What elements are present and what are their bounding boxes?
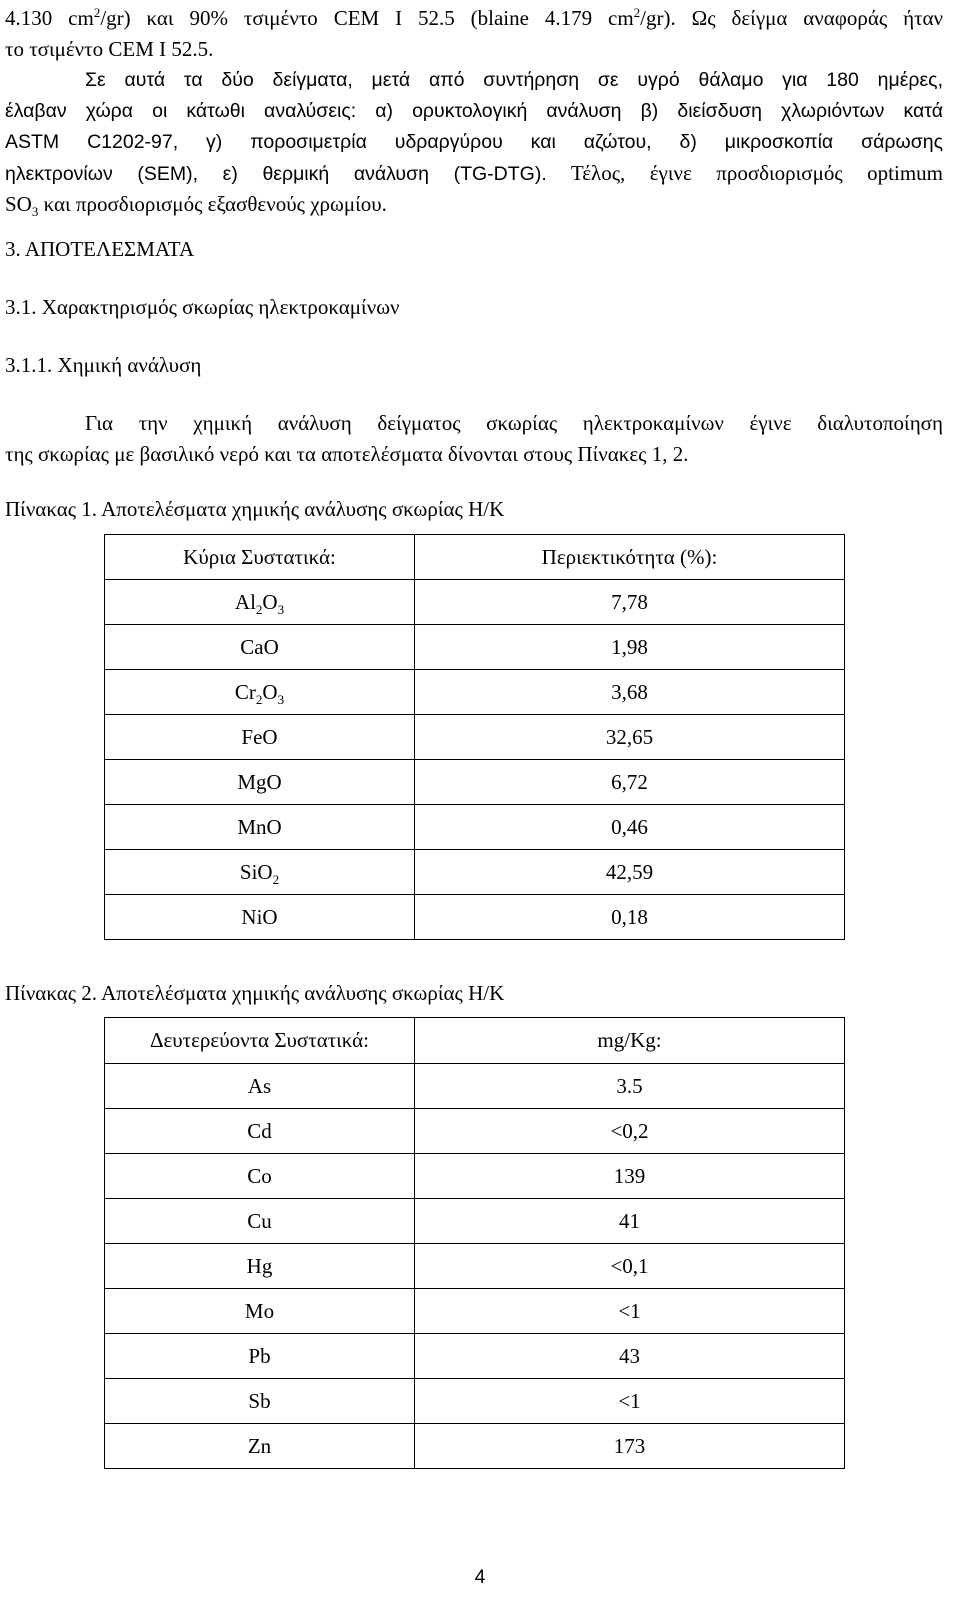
table-row <box>105 1424 845 1469</box>
table-row <box>105 580 845 625</box>
subscript: 2 <box>272 871 280 887</box>
superscript: 2 <box>93 5 101 20</box>
component-cell <box>105 760 415 805</box>
formula-text: SiO <box>239 859 273 884</box>
table1 <box>104 534 845 940</box>
value-cell: 3.5 <box>415 1064 845 1109</box>
table-header-cell: Κύρια Συστατικά: <box>105 535 415 580</box>
formula-text: MnO <box>237 814 282 839</box>
para3-line-2: της σκωρίας με βασιλικό νερό και τα αποτελέσματα δίνονται στους Πίνακες 1, 2. <box>5 442 689 466</box>
para2-line-2: έλαβαν χώρα οι κάτωθι αναλύσεις: α) ορυκτολογική ανάλυση β) διείσδυση χλωριόντων κατά <box>5 100 943 122</box>
subscript: 3 <box>31 204 39 220</box>
component-cell <box>105 670 415 715</box>
formula-text: NiO <box>241 904 278 929</box>
component-cell <box>105 805 415 850</box>
value-cell: <1 <box>415 1379 845 1424</box>
table-row <box>105 850 845 895</box>
value-cell: 1,98 <box>415 625 845 670</box>
table-row <box>105 1109 845 1154</box>
table-row <box>105 1289 845 1334</box>
para2-text: ηλεκτρονίων (SEM), ε) θερμική ανάλυση (TG-DTG). <box>5 163 547 185</box>
para2-line-3: ASTM C1202-97, γ) ποροσιμετρία υδραργύρου και αζώτου, δ) μικροσκοπία σάρωσης <box>5 131 943 153</box>
table2 <box>104 1017 845 1469</box>
table-header-cell: Δευτερεύοντα Συστατικά: <box>105 1018 415 1064</box>
para3-line-1: Για την χημική ανάλυση δείγματος σκωρίας ηλεκτροκαμίνων έγινε διαλυτοποίηση <box>85 411 943 435</box>
intro-line-2: το τσιμέντο CEM I 52.5. <box>5 37 214 61</box>
table-row <box>105 1334 845 1379</box>
table-row <box>105 895 845 940</box>
formula-text: MgO <box>237 769 282 794</box>
table-row <box>105 625 845 670</box>
value-cell: 41 <box>415 1199 845 1244</box>
table-row <box>105 1064 845 1109</box>
table-header-row <box>105 1018 845 1064</box>
component-cell <box>105 850 415 895</box>
formula-text: FeO <box>241 724 278 749</box>
table2-caption: Πίνακας 2. Αποτελέσματα χημικής ανάλυσης σκωρίας Η/Κ <box>5 981 505 1005</box>
value-cell: 43 <box>415 1334 845 1379</box>
component-cell: Zn <box>105 1424 415 1469</box>
page-number: 4 <box>474 1567 486 1588</box>
value-cell: 42,59 <box>415 850 845 895</box>
value-cell: 6,72 <box>415 760 845 805</box>
value-cell: 3,68 <box>415 670 845 715</box>
value-cell: <0,2 <box>415 1109 845 1154</box>
component-cell <box>105 625 415 670</box>
value-cell: 0,18 <box>415 895 845 940</box>
para2-line-4 <box>5 158 943 190</box>
component-cell: Cd <box>105 1109 415 1154</box>
table-row <box>105 1199 845 1244</box>
table-header-cell: mg/Kg: <box>415 1018 845 1064</box>
value-cell: <0,1 <box>415 1244 845 1289</box>
value-cell: 173 <box>415 1424 845 1469</box>
component-cell <box>105 895 415 940</box>
subscript: 2 <box>255 601 263 617</box>
component-cell: Pb <box>105 1334 415 1379</box>
formula-text: Al <box>234 589 256 614</box>
intro-text: /gr). Ως δείγμα αναφοράς ήταν <box>640 6 944 30</box>
table-row <box>105 1244 845 1289</box>
component-cell: As <box>105 1064 415 1109</box>
value-cell: 139 <box>415 1154 845 1199</box>
table1-caption: Πίνακας 1. Αποτελέσματα χημικής ανάλυσης σκωρίας Η/Κ <box>5 497 505 521</box>
heading-section-3-1-1: 3.1.1. Χημική ανάλυση <box>5 353 202 377</box>
component-cell <box>105 580 415 625</box>
value-cell: 0,46 <box>415 805 845 850</box>
formula-text: Cr <box>234 679 256 704</box>
heading-section-3: 3. ΑΠΟΤΕΛΕΣΜΑΤΑ <box>5 237 195 261</box>
table-row <box>105 1154 845 1199</box>
table-row <box>105 715 845 760</box>
table-row <box>105 760 845 805</box>
table-row <box>105 1379 845 1424</box>
para2-text: SO <box>5 192 32 216</box>
component-cell: Mo <box>105 1289 415 1334</box>
component-cell: Co <box>105 1154 415 1199</box>
table-header-row <box>105 535 845 580</box>
intro-text: /gr) και 90% τσιμέντο CEM I 52.5 (blaine 4.179 cm <box>100 6 634 30</box>
subscript: 2 <box>255 691 263 707</box>
para2-line-5 <box>5 189 943 220</box>
intro-text: 4.130 cm <box>5 6 94 30</box>
formula-text: O <box>262 589 278 614</box>
value-cell: 32,65 <box>415 715 845 760</box>
intro-line-1 <box>5 3 943 34</box>
superscript: 2 <box>633 5 641 20</box>
heading-section-3-1: 3.1. Χαρακτηρισμός σκωρίας ηλεκτροκαμίνων <box>5 295 400 319</box>
table-row <box>105 805 845 850</box>
formula-text: O <box>262 679 278 704</box>
para2-text: και προσδιορισμός εξασθενούς χρωμίου. <box>38 192 387 216</box>
value-cell: <1 <box>415 1289 845 1334</box>
para2-text: Τέλος, έγινε προσδιορισμός optimum <box>546 161 943 185</box>
table-header-cell: Περιεκτικότητα (%): <box>415 535 845 580</box>
formula-text: CaO <box>240 634 279 659</box>
subscript: 3 <box>277 691 285 707</box>
value-cell: 7,78 <box>415 580 845 625</box>
para2-line-1: Σε αυτά τα δύο δείγματα, μετά από συντήρηση σε υγρό θάλαμο για 180 ημέρες, <box>85 69 943 91</box>
component-cell: Sb <box>105 1379 415 1424</box>
subscript: 3 <box>277 601 285 617</box>
component-cell <box>105 715 415 760</box>
table-row <box>105 670 845 715</box>
component-cell: Cu <box>105 1199 415 1244</box>
component-cell: Hg <box>105 1244 415 1289</box>
